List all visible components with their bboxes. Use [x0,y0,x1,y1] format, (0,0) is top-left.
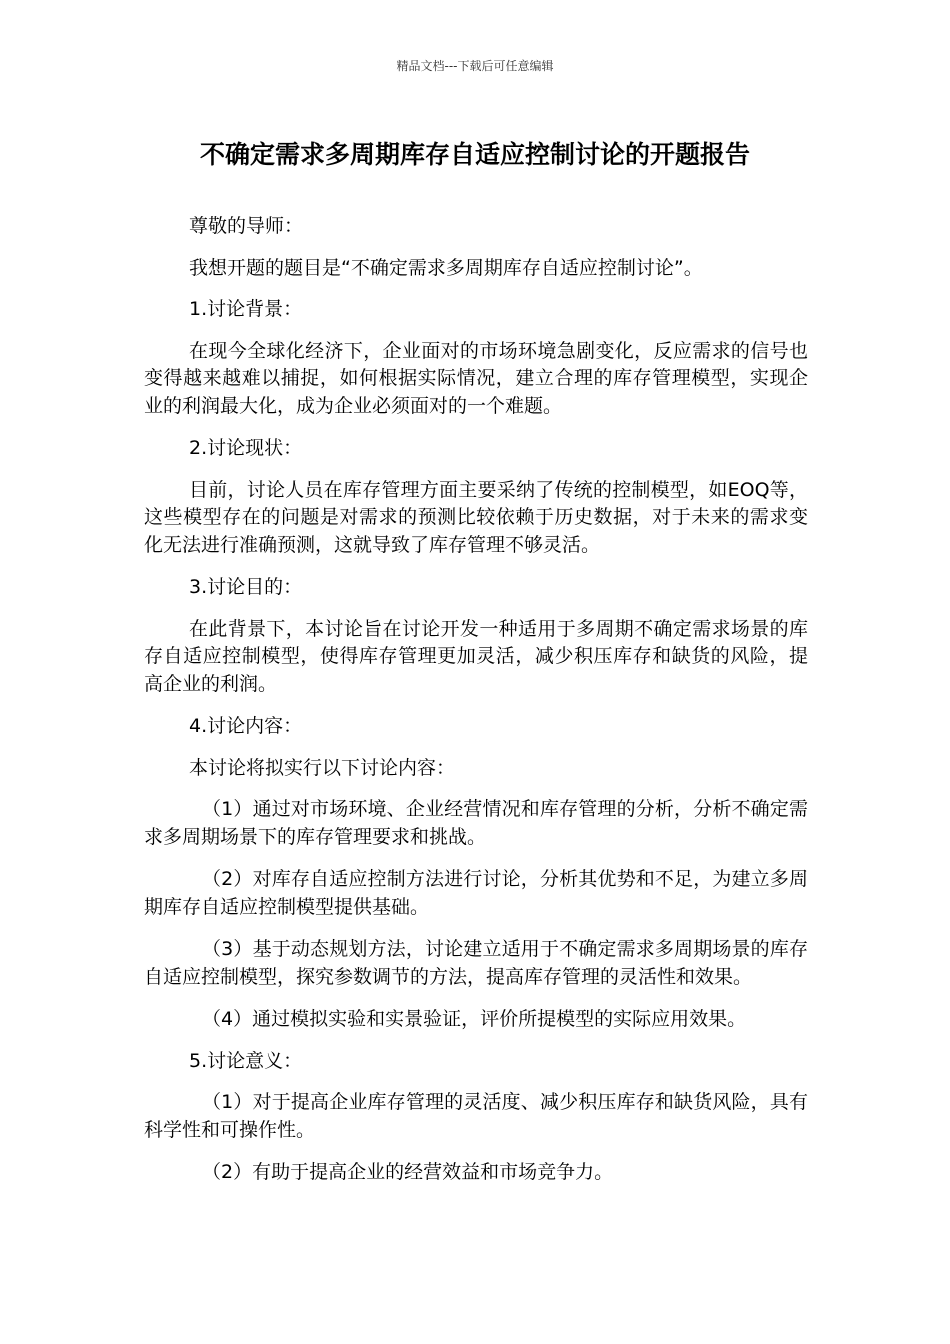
content-item-4: （4）通过模拟实验和实景验证，评价所提模型的实际应用效果。 [202,1008,747,1030]
section-heading-significance: 5.讨论意义： [189,1049,303,1072]
document-body [144,213,808,1187]
content-item-3: （3）基于动态规划方法，讨论建立适用于不确定需求多周期场景的库存自适应控制模型，探究参数调节的方法，提高库存管理的灵活性和效果。 [144,938,808,988]
background-paragraph: 在现今全球化经济下，企业面对的市场环境急剧变化，反应需求的信号也变得越来越难以捕捉，如何根据实际情况，建立合理的库存管理模型，实现企业的利润最大化，成为企业必须面对的一个难题。 [144,339,808,417]
header-note: 精品文档---下载后可任意编辑 [396,59,554,73]
significance-item-2: （2）有助于提高企业的经营效益和市场竞争力。 [202,1161,614,1183]
content-intro: 本讨论将拟实行以下讨论内容： [189,756,456,779]
content-item-1: （1）通过对市场环境、企业经营情况和库存管理的分析，分析不确定需求多周期场景下的库存管理要求和挑战。 [144,798,808,848]
status-paragraph: 目前，讨论人员在库存管理方面主要采纳了传统的控制模型，如EOQ等，这些模型存在的问题是对需求的预测比较依赖于历史数据，对于未来的需求变化无法进行准确预测，这就导致了库存管理不够灵活。 [144,478,808,556]
significance-item-1: （1）对于提高企业库存管理的灵活度、减少积压库存和缺货风险，具有科学性和可操作性。 [144,1091,808,1141]
content-item-2: （2）对库存自适应控制方法进行讨论，分析其优势和不足，为建立多周期库存自适应控制模型提供基础。 [144,868,808,918]
purpose-paragraph: 在此背景下，本讨论旨在讨论开发一种适用于多周期不确定需求场景的库存自适应控制模型，使得库存管理更加灵活，减少积压库存和缺货的风险，提高企业的利润。 [144,617,808,695]
section-heading-status: 2.讨论现状： [189,437,303,459]
section-heading-purpose: 3.讨论目的： [189,576,303,598]
section-heading-background: 1.讨论背景： [189,298,303,320]
document-title: 不确定需求多周期库存自适应控制讨论的开题报告 [199,140,750,169]
section-heading-content: 4.讨论内容： [189,715,303,737]
salutation: 尊敬的导师： [189,215,304,237]
topic-statement: 我想开题的题目是“不确定需求多周期库存自适应控制讨论”。 [189,256,703,279]
